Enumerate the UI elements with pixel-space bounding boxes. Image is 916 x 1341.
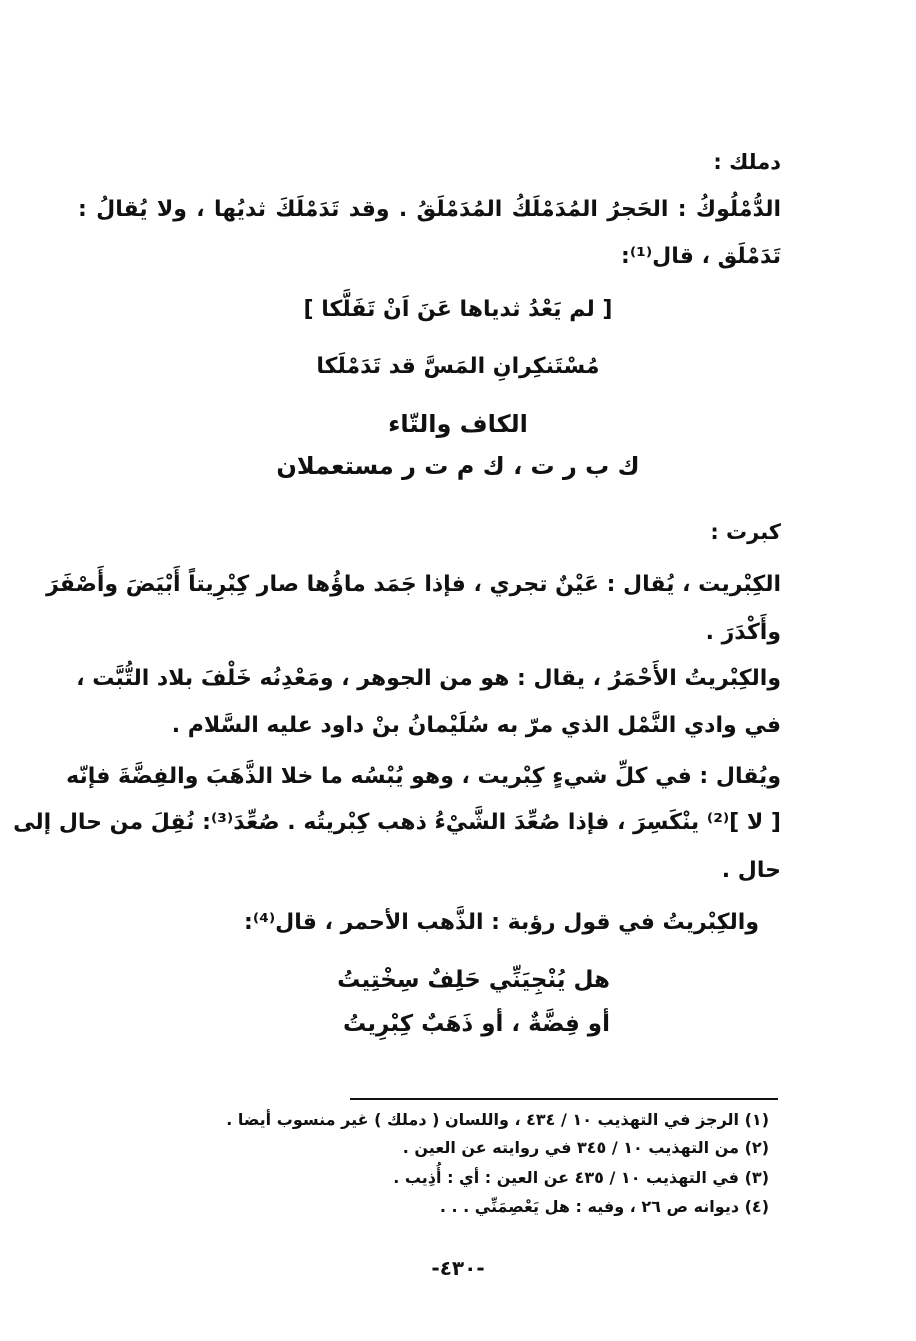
paragraph-3-line-1: ويُقال : في كلِّ شيءٍ كِبْريت ، وهو يُبْسُه ما خلا الذَّهَبَ والفِضَّةَ فإنّه: [66, 764, 781, 789]
paragraph-1-line-1: الكِبْريت ، يُقال : عَيْنٌ تجري ، فإذا جَمَد ماؤُها صار كِبْرِيتاً أَبْيَضَ وأَصْفَرَ: [46, 572, 781, 597]
footnote-3: (٣) في التهذيب ١٠ / ٤٣٥ عن العين : أي : أُذِيب .: [393, 1168, 769, 1187]
poem-line-2: أو فِضَّةٌ ، أو ذَهَبٌ كِبْرِيتُ: [343, 1011, 610, 1037]
paragraph-4-line-1: والكِبْريتُ في قول رؤبة : الذَّهب الأحمر ، قال⁽⁴⁾:: [244, 910, 759, 935]
paragraph-2-line-2: في وادي النَّمْل الذي مرّ به سُلَيْمانُ بنْ داود عليه السَّلام .: [171, 713, 781, 738]
paragraph-2-line-1: والكِبْريتُ الأَحْمَرُ ، يقال : هو من الجوهر ، ومَعْدِنُه خَلْفَ بلاد التُّبَّت ،: [76, 666, 781, 691]
entry-dmlk-line-2: تَدَمْلَق ، قال⁽¹⁾:: [621, 244, 781, 269]
entry-heading-dmlk: دملك :: [713, 150, 781, 174]
paragraph-3-line-3: حال .: [721, 858, 781, 883]
poem-line-1: هل يُنْجِيَنِّي حَلِفٌ سِخْتِيتُ: [337, 967, 610, 993]
entry-heading-kbrt: كبرت :: [710, 520, 781, 544]
verse-line-1: [ لم يَعْدُ ثدياها عَنَ اَنْ تَفَلَّكا ]: [303, 297, 613, 322]
paragraph-1-line-2: وأَكْدَرَ .: [705, 620, 781, 645]
verse-line-2: مُسْتَنكِرانِ المَسَّ قد تَدَمْلَكا: [316, 354, 600, 379]
footnote-1: (١) الرجز في التهذيب ١٠ / ٤٣٤ ، واللسان ( دملك ) غير منسوب أيضا .: [226, 1110, 769, 1129]
section-subtitle: ك ب ر ت ، ك م ت ر مستعملان: [276, 452, 640, 480]
page-number: -٤٣٠-: [431, 1256, 485, 1280]
footnote-divider: [350, 1098, 778, 1100]
entry-dmlk-line-1: الدُّمْلُوكُ : الحَجرُ المُدَمْلَكُ المُدَمْلَقُ . وقد تَدَمْلَكَ ثديُها ، ولا يُقالُ :: [78, 197, 781, 222]
footnote-4: (٤) ديوانه ص ٢٦ ، وفيه : هل يَعْصِمَنِّي . . .: [439, 1197, 769, 1216]
footnote-2: (٢) من التهذيب ١٠ / ٣٤٥ في روايته عن العين .: [402, 1138, 769, 1157]
section-title: الكاف والتّاء: [388, 410, 528, 438]
paragraph-3-line-2: [ لا ]⁽²⁾ ينْكَسِرَ ، فإذا صُعِّدَ الشَّيْءُ ذهب كِبْريتُه . صُعِّدَ⁽³⁾: نُقِلَ من حال إلى: [13, 810, 781, 835]
